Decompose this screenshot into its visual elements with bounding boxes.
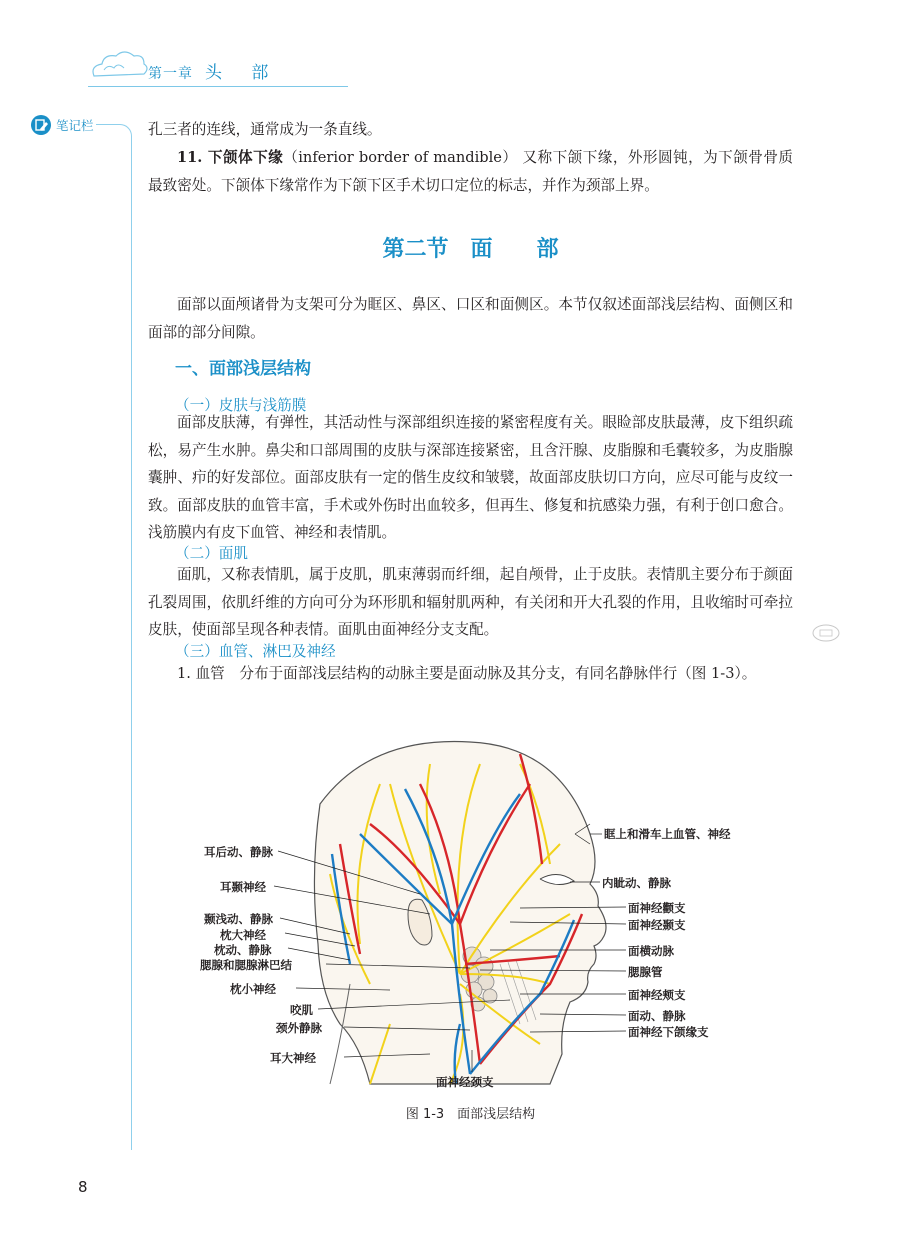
notes-column-divider	[131, 137, 132, 1150]
section-title: 第二节 面 部	[382, 237, 559, 262]
notes-column-corner	[96, 124, 132, 138]
heading-facial-muscle: （二）面肌	[175, 545, 248, 562]
label-external-jugular-vein: 颈外静脉	[276, 1021, 322, 1035]
label-occipital-vessels: 枕动、静脉	[214, 943, 272, 957]
label-auriculotemporal-nerve: 耳颞神经	[220, 880, 266, 894]
chapter-number: 第一章	[148, 66, 193, 82]
chapter-header	[88, 48, 348, 88]
item-11-text: （inferior border of mandible） 又称下颌下缘，外形圆钝，为下颌骨骨质最致密处。下颌体下缘常作为下颌下区手术切口定位的标志，并作为颈部上界。	[148, 149, 793, 194]
figure-caption: 图 1-3 面部浅层结构	[405, 1107, 536, 1122]
page-number: 8	[78, 1178, 88, 1196]
label-angular-vessels: 内眦动、静脉	[602, 876, 671, 890]
paragraph-skin: 面部皮肤薄，有弹性，其活动性与深部组织连接的紧密程度有关。眼睑部皮肤最薄，皮下组织疏松，易产生水肿。鼻尖和口部周围的皮肤与深部连接紧密，且含汗腺、皮脂腺和毛囊较多，为皮脂腺囊肿、疖的好发部位。面部皮肤有一定的偕生皮纹和皱襞，故面部皮肤切口方向，应尽可能与皮纹一致。面部皮肤的血管丰富，手术或外伤时出血较多，但再生、修复和抗感染力强，有利于创口愈合。浅筋膜内有皮下血管、神经和表情肌。	[148, 414, 793, 541]
label-superficial-temporal: 颞浅动、静脉	[204, 912, 273, 926]
label-lesser-occipital-nerve: 枕小神经	[230, 982, 276, 996]
label-marginal-mandibular-branch: 面神经下颌缘支	[628, 1025, 709, 1039]
paragraph-intro: 面部以面颅诸骨为支架可分为眶区、鼻区、口区和面侧区。本节仅叙述面部浅层结构、面侧区和面部的部分间隙。	[148, 296, 793, 341]
label-posterior-auricular: 耳后动、静脉	[204, 845, 273, 859]
heading-face-superficial: 一、面部浅层结构	[175, 359, 311, 379]
label-great-auricular-nerve: 耳大神经	[270, 1051, 316, 1065]
chapter-title	[148, 58, 280, 83]
paragraph-item-11	[148, 144, 793, 199]
label-cervical-branch: 面神经颈支	[436, 1075, 494, 1089]
label-parotid-lymph: 腮腺和腮腺淋巴结	[200, 958, 292, 972]
notes-label-text: 笔记栏	[56, 118, 94, 133]
notes-pencil-icon	[30, 114, 52, 136]
label-temporal-branch: 面神经颞支	[628, 918, 686, 932]
margin-badge-icon	[812, 624, 840, 642]
label-parotid-duct: 腮腺管	[628, 965, 663, 979]
label-zygomatic-branch: 面神经颧支	[628, 901, 686, 915]
paragraph-vessels: 1. 血管 分布于面部浅层结构的动脉主要是面动脉及其分支，有同名静脉伴行（图 1-3）。	[177, 665, 757, 682]
header-rule	[88, 86, 348, 87]
label-supraorbital: 眶上和滑车上血管、神经	[604, 827, 731, 841]
cloud-ornament-icon	[88, 48, 148, 88]
item-11-term: 11. 下颌体下缘	[177, 149, 284, 166]
label-masseter: 咬肌	[290, 1003, 313, 1017]
heading-vessels: （三）血管、淋巴及神经	[175, 643, 336, 660]
label-facial-vessels: 面动、静脉	[628, 1009, 686, 1023]
heading-skin-fascia: （一）皮肤与浅筋膜	[175, 397, 307, 414]
paragraph-previous: 孔三者的连线，通常成为一条直线。	[148, 121, 382, 138]
label-buccal-branch: 面神经颊支	[628, 988, 686, 1002]
paragraph-muscle: 面肌，又称表情肌，属于皮肌，肌束薄弱而纤细，起自颅骨，止于皮肤。表情肌主要分布于颜面孔裂周围，依肌纤维的方向可分为环形肌和辐射肌两种，有关闭和开大孔裂的作用，且收缩时可牵拉皮肤，使面部呈现各种表情。面肌由面神经分支支配。	[148, 566, 793, 638]
label-transverse-facial-artery: 面横动脉	[628, 944, 674, 958]
figure-face-superficial	[190, 724, 750, 1104]
chapter-name: 头 部	[205, 63, 281, 83]
label-greater-occipital-nerve: 枕大神经	[220, 928, 266, 942]
